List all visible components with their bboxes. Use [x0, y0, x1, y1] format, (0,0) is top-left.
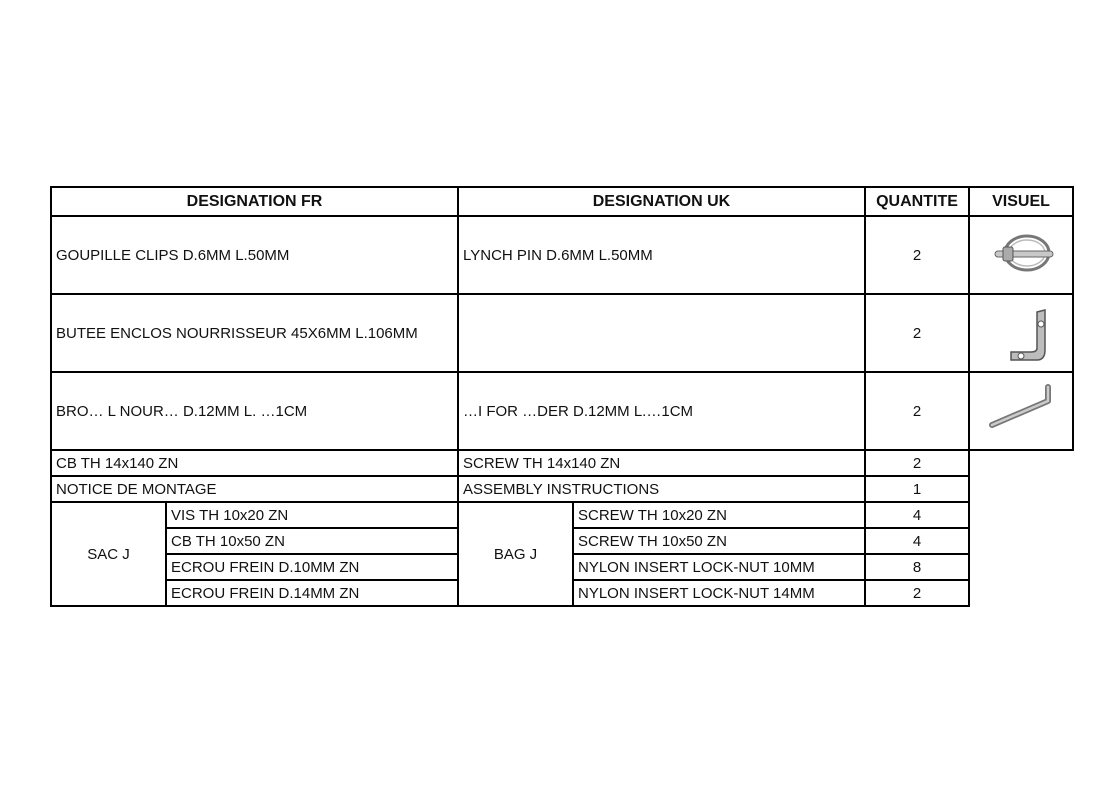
cell-uk: SCREW TH 10x20 ZN: [573, 502, 865, 528]
table-row: [51, 294, 1073, 372]
cell-qty: 4: [865, 528, 969, 554]
cell-qty: 2: [865, 580, 969, 606]
bag-label-uk: BAG J: [458, 502, 573, 606]
cell-qty: 8: [865, 554, 969, 580]
cell-fr: ECROU FREIN D.10MM ZN: [166, 554, 458, 580]
cell-fr: NOTICE DE MONTAGE: [51, 476, 458, 502]
cell-qty: 4: [865, 502, 969, 528]
cell-qty: 2: [865, 294, 969, 372]
cell-uk: SCREW TH 10x50 ZN: [573, 528, 865, 554]
table-row: [51, 476, 1073, 502]
header-visuel: VISUEL: [969, 187, 1073, 216]
l-rod-icon: [969, 372, 1073, 450]
table-row: [51, 502, 1073, 528]
cell-qty: 2: [865, 216, 969, 294]
cell-qty: 2: [865, 372, 969, 450]
table-row: [51, 216, 1073, 294]
header-row: [51, 187, 1073, 216]
header-quantite: QUANTITE: [865, 187, 969, 216]
cell-uk: …I FOR …DER D.12MM L.…1CM: [463, 402, 694, 420]
header-designation-fr: DESIGNATION FR: [51, 187, 458, 216]
cell-uk: SCREW TH 14x140 ZN: [458, 450, 865, 476]
parts-table: [50, 186, 1074, 607]
table-row: [51, 372, 1073, 450]
bag-label-fr: SAC J: [51, 502, 166, 606]
cell-fr: ECROU FREIN D.14MM ZN: [166, 580, 458, 606]
table-row: [51, 450, 1073, 476]
cell-qty: 1: [865, 476, 969, 502]
cell-fr: CB TH 14x140 ZN: [51, 450, 458, 476]
cell-uk: [458, 294, 865, 372]
cell-fr: CB TH 10x50 ZN: [166, 528, 458, 554]
bracket-icon: [969, 294, 1073, 372]
cell-uk: NYLON INSERT LOCK-NUT 10MM: [573, 554, 865, 580]
cell-fr: GOUPILLE CLIPS D.6MM L.50MM: [51, 216, 458, 294]
cell-uk: NYLON INSERT LOCK-NUT 14MM: [573, 580, 865, 606]
cell-fr: VIS TH 10x20 ZN: [166, 502, 458, 528]
cell-uk: ASSEMBLY INSTRUCTIONS: [458, 476, 865, 502]
lynch-pin-icon: [969, 216, 1073, 294]
cell-uk: LYNCH PIN D.6MM L.50MM: [458, 216, 865, 294]
cell-fr-garbled: [51, 372, 458, 450]
header-designation-uk: DESIGNATION UK: [458, 187, 865, 216]
cell-qty: 2: [865, 450, 969, 476]
cell-uk-garbled: [458, 372, 865, 450]
cell-fr: BUTEE ENCLOS NOURRISSEUR 45X6MM L.106MM: [51, 294, 458, 372]
cell-fr: BRO… L NOUR… D.12MM L. …1CM: [56, 402, 308, 420]
